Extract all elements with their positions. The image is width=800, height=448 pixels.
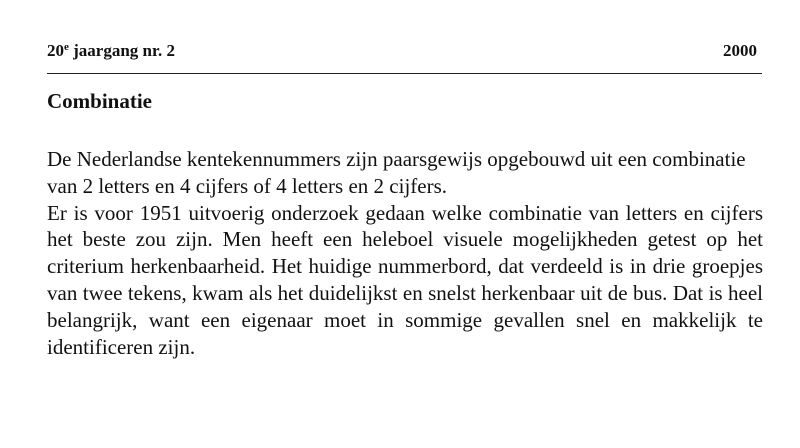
paragraph-1: De Nederlandse kentekennummers zijn paarsgewijs opgebouwd uit een combinatie van 2 letters en 4 cijfers of 4 letters en 2 cijfers. bbox=[47, 147, 746, 198]
issue-text: jaargang nr. 2 bbox=[68, 41, 175, 60]
issue-superscript: e bbox=[64, 41, 69, 53]
issue-label bbox=[47, 38, 175, 64]
issue-number: 20 bbox=[47, 41, 64, 60]
article-body bbox=[47, 146, 763, 360]
page-header bbox=[47, 38, 757, 64]
article-title: Combinatie bbox=[47, 89, 152, 113]
header-divider bbox=[47, 73, 762, 74]
paragraph-2: Er is voor 1951 uitvoerig onderzoek gedaan welke combinatie van letters en cijfers het beste zou zijn. Men heeft een heleboel visuele mogelijkheden getest op het criterium herkenbaarheid. Het huidige nummerbord, dat verdeeld is in drie groepjes van twee tekens, kwam als het duidelijkst en snelst herkenbaar uit de bus. Dat is heel belangrijk, want een eigenaar moet in sommige gevallen snel en makkelijk te identificeren zijn. bbox=[47, 200, 763, 359]
issue-year: 2000 bbox=[723, 41, 757, 60]
